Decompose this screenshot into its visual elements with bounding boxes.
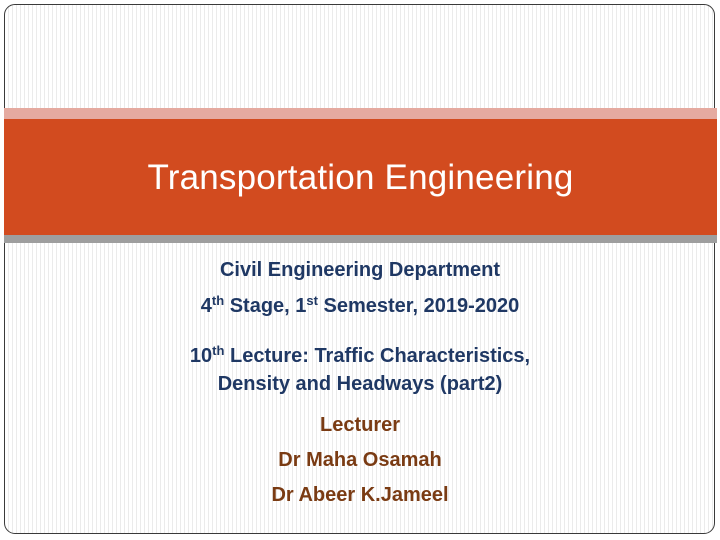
semester-ordinal: 1	[295, 295, 307, 317]
lecture-title-line-2: Density and Headways (part2)	[217, 373, 503, 395]
semester-ordinal-suffix: st	[306, 293, 318, 308]
stage-ordinal: 4	[200, 295, 212, 317]
department-line: Civil Engineering Department	[219, 259, 501, 281]
semester-text: Semester, 2019-2020	[317, 295, 520, 317]
title-band-bottom-stripe	[4, 235, 717, 243]
title-band	[4, 119, 717, 235]
lecturer-name: Dr Maha Osamah	[278, 449, 442, 471]
lecturer-label: Lecturer	[319, 414, 401, 436]
title-band-top-stripe	[4, 108, 717, 119]
slide-title: Transportation Engineering	[147, 158, 574, 197]
stage-semester-line	[0, 290, 720, 322]
lecture-ordinal: 10	[189, 345, 213, 367]
stage-text: Stage,	[224, 295, 296, 317]
stage-ordinal-suffix: th	[211, 293, 225, 308]
lecture-ordinal-suffix: th	[212, 343, 225, 358]
lecturer-name: Dr Abeer K.Jameel	[271, 484, 449, 506]
lecture-title-text: Lecture: Traffic Characteristics,	[224, 345, 531, 367]
